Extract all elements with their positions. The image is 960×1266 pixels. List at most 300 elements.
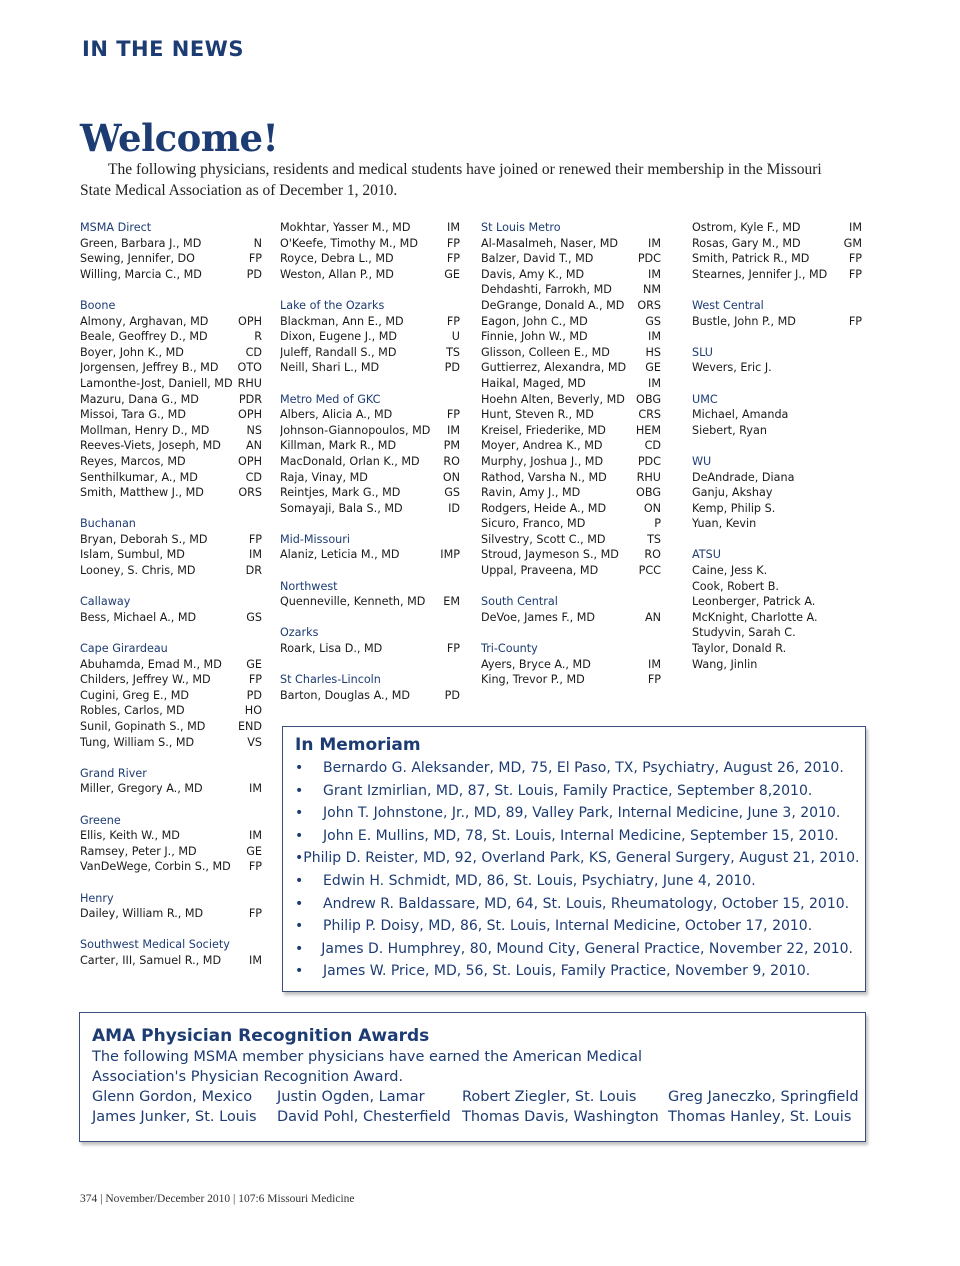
member-specialty: PDR	[238, 392, 262, 406]
memoriam-text: Edwin H. Schmidt, MD, 86, St. Louis, Psychiatry, June 4, 2010.	[323, 872, 756, 889]
member-specialty	[858, 641, 862, 657]
chapter-group	[80, 891, 262, 922]
chapter-heading: Tri-County	[481, 642, 538, 656]
member-name: Islam, Sumbul, MD	[80, 548, 185, 562]
member-row	[692, 251, 862, 267]
member-specialty: FP	[248, 673, 262, 687]
chapter-group	[80, 937, 262, 968]
member-specialty: IM	[447, 423, 460, 437]
member-specialty	[858, 501, 862, 517]
member-name: Silvestry, Scott C., MD	[481, 532, 606, 546]
member-name: Kemp, Philip S.	[692, 501, 776, 515]
member-specialty	[858, 563, 862, 579]
member-name: Bryan, Deborah S., MD	[80, 532, 208, 546]
member-row	[280, 641, 460, 657]
member-row	[692, 470, 862, 486]
member-specialty: FP	[446, 642, 460, 656]
footer-separator: |	[233, 1193, 236, 1205]
in-memoriam-title: In Memoriam	[295, 735, 421, 755]
member-specialty: PDC	[637, 252, 661, 266]
member-specialty: FP	[446, 236, 460, 250]
member-row	[692, 407, 862, 423]
member-row	[481, 282, 661, 298]
member-specialty	[858, 516, 862, 532]
member-row	[80, 719, 262, 735]
member-specialty: U	[451, 330, 460, 344]
ama-awards-list	[92, 1087, 859, 1127]
member-name: Almony, Arghavan, MD	[80, 314, 209, 328]
member-specialty: N	[253, 236, 262, 250]
member-name: Albers, Alicia A., MD	[280, 408, 393, 422]
member-name: Hoehn Alten, Beverly, MD	[481, 392, 625, 406]
member-row	[80, 376, 262, 392]
member-row	[80, 781, 262, 797]
member-specialty: IM	[249, 548, 262, 562]
member-row	[481, 407, 661, 423]
member-specialty	[858, 610, 862, 626]
member-row	[481, 298, 661, 314]
journal-name: 107:6 Missouri Medicine	[238, 1193, 355, 1205]
member-column-1	[80, 220, 262, 984]
chapter-group	[481, 594, 661, 625]
member-row	[80, 360, 262, 376]
chapter-heading: Metro Med of GKC	[280, 392, 381, 406]
member-row	[481, 345, 661, 361]
member-row	[80, 859, 262, 875]
member-name: Kreisel, Friederike, MD	[481, 423, 606, 437]
member-name: Al-Masalmeh, Naser, MD	[481, 236, 618, 250]
member-row	[481, 251, 661, 267]
memoriam-text: John E. Mullins, MD, 78, St. Louis, Internal Medicine, September 15, 2010.	[323, 827, 839, 844]
chapter-heading: Buchanan	[80, 517, 136, 531]
member-name: Willing, Marcia C., MD	[80, 267, 202, 281]
member-specialty: RO	[443, 454, 460, 468]
memoriam-text: Andrew R. Baldassare, MD, 64, St. Louis, Rheumatology, October 15, 2010.	[323, 895, 850, 912]
member-specialty: ON	[643, 501, 661, 515]
memoriam-text: Philip P. Doisy, MD, 86, St. Louis, Internal Medicine, October 17, 2010.	[323, 918, 813, 935]
member-specialty: AN	[245, 439, 262, 453]
member-specialty: IM	[648, 376, 661, 390]
ama-awards-box	[79, 1012, 866, 1142]
chapter-group	[280, 532, 460, 563]
member-row	[280, 220, 460, 236]
member-name: Dailey, William R., MD	[80, 907, 204, 921]
member-specialty: IM	[249, 782, 262, 796]
chapter-group	[80, 641, 262, 750]
memoriam-item	[295, 960, 853, 983]
member-specialty: PCC	[638, 564, 661, 578]
member-row	[481, 376, 661, 392]
bullet-icon: •	[295, 760, 304, 776]
member-name: Blackman, Ann E., MD	[280, 314, 404, 328]
member-name: Rathod, Varsha N., MD	[481, 470, 607, 484]
member-name: Jorgensen, Jeffrey B., MD	[80, 361, 219, 375]
memoriam-item	[295, 893, 853, 916]
member-name: DeGrange, Donald A., MD	[481, 298, 625, 312]
member-specialty: GS	[444, 486, 460, 500]
member-row	[481, 314, 661, 330]
member-name: Stroud, Jaymeson S., MD	[481, 548, 619, 562]
member-row	[692, 625, 862, 641]
chapter-group	[280, 392, 460, 517]
member-name: DeAndrade, Diana	[692, 470, 795, 484]
member-name: Beale, Geoffrey D., MD	[80, 330, 208, 344]
member-name: Boyer, John K., MD	[80, 345, 184, 359]
ama-award-recipient: Robert Ziegler, St. Louis	[462, 1089, 637, 1105]
member-row	[80, 314, 262, 330]
member-specialty: FP	[248, 907, 262, 921]
member-name: Ellis, Keith W., MD	[80, 829, 180, 843]
bullet-icon: •	[295, 805, 304, 822]
member-name: Somayaji, Bala S., MD	[280, 501, 403, 515]
member-name: Roark, Lisa D., MD	[280, 642, 383, 656]
member-name: Eagon, John C., MD	[481, 314, 588, 328]
member-name: Murphy, Joshua J., MD	[481, 454, 604, 468]
member-specialty	[858, 423, 862, 439]
member-specialty	[858, 594, 862, 610]
member-column-3	[481, 220, 661, 703]
ama-award-recipient: Justin Ogden, Lamar	[277, 1089, 425, 1105]
chapter-heading: Northwest	[280, 579, 338, 593]
member-specialty: IM	[648, 267, 661, 281]
member-specialty	[858, 485, 862, 501]
chapter-group	[80, 766, 262, 797]
member-name: King, Trevor P., MD	[481, 673, 585, 687]
member-name: Rosas, Gary M., MD	[692, 236, 801, 250]
member-name: VanDeWege, Corbin S., MD	[80, 860, 231, 874]
memoriam-item	[295, 847, 860, 870]
member-row	[481, 267, 661, 283]
chapter-heading: St Louis Metro	[481, 221, 561, 234]
member-specialty: GE	[645, 361, 661, 375]
member-row	[481, 438, 661, 454]
member-row	[280, 470, 460, 486]
member-specialty: FP	[446, 408, 460, 422]
member-specialty: FP	[446, 314, 460, 328]
member-row	[692, 220, 862, 236]
member-name: O'Keefe, Timothy M., MD	[280, 236, 418, 250]
member-row	[80, 610, 262, 626]
member-row	[80, 423, 262, 439]
member-row	[692, 563, 862, 579]
member-specialty: TS	[647, 532, 661, 546]
member-column-2	[280, 220, 460, 719]
member-name: Alaniz, Leticia M., MD	[280, 548, 400, 562]
chapter-group	[280, 625, 460, 656]
member-row	[481, 610, 661, 626]
chapter-group	[280, 579, 460, 610]
ama-award-recipient: James Junker, St. Louis	[92, 1109, 257, 1125]
member-specialty: OTO	[237, 361, 262, 375]
member-specialty: CRS	[638, 408, 661, 422]
member-name: Bess, Michael A., MD	[80, 610, 197, 624]
member-row	[692, 657, 862, 673]
page-footer	[80, 1193, 355, 1205]
member-row	[80, 392, 262, 408]
member-specialty: NS	[246, 423, 262, 437]
member-row	[280, 438, 460, 454]
member-name: Royce, Debra L., MD	[280, 252, 394, 266]
memoriam-item	[295, 938, 853, 961]
member-row	[692, 594, 862, 610]
memoriam-item	[295, 802, 853, 825]
member-row	[80, 251, 262, 267]
member-name: Reyes, Marcos, MD	[80, 454, 186, 468]
page-title: Welcome!	[80, 116, 279, 160]
member-specialty: HO	[244, 704, 262, 718]
member-name: Johnson-Giannopoulos, MD	[280, 423, 431, 437]
member-row	[481, 657, 661, 673]
chapter-group	[280, 220, 460, 282]
bullet-icon: •	[295, 963, 304, 980]
chapter-heading: South Central	[481, 595, 558, 609]
member-name: Killman, Mark R., MD	[280, 439, 397, 453]
member-specialty: AN	[644, 610, 661, 624]
member-name: Miller, Gregory A., MD	[80, 782, 203, 796]
member-name: Davis, Amy K., MD	[481, 267, 585, 281]
member-specialty: FP	[248, 860, 262, 874]
member-name: Wevers, Eric J.	[692, 361, 772, 375]
chapter-heading: Grand River	[80, 766, 147, 780]
chapter-group	[481, 641, 661, 688]
member-specialty: ORS	[238, 486, 262, 500]
member-name: Sicuro, Franco, MD	[481, 517, 586, 531]
memoriam-text: Grant Izmirlian, MD, 87, St. Louis, Family Practice, September 8,2010.	[323, 782, 813, 799]
member-name: Missoi, Tara G., MD	[80, 408, 186, 422]
member-row	[692, 485, 862, 501]
chapter-group	[80, 516, 262, 578]
member-specialty: IM	[249, 953, 262, 967]
member-specialty: FP	[647, 673, 661, 687]
member-row	[80, 329, 262, 345]
ama-award-recipient: Glenn Gordon, Mexico	[92, 1089, 253, 1105]
member-name: Sunil, Gopinath S., MD	[80, 720, 206, 733]
member-name: Caine, Jess K.	[692, 564, 768, 578]
member-specialty: OBG	[636, 392, 661, 406]
chapter-group	[481, 220, 661, 579]
member-row	[80, 688, 262, 704]
member-name: Yuan, Kevin	[692, 517, 757, 531]
bullet-icon: •	[295, 940, 304, 957]
member-row	[80, 438, 262, 454]
member-name: Balzer, David T., MD	[481, 252, 594, 266]
bullet-icon: •	[295, 827, 304, 844]
chapter-heading: Mid-Missouri	[280, 532, 350, 546]
member-row	[80, 657, 262, 673]
member-specialty: IM	[648, 330, 661, 344]
member-row	[80, 953, 262, 969]
member-name: Robles, Carlos, MD	[80, 704, 185, 718]
member-name: Neill, Shari L., MD	[280, 361, 380, 375]
chapter-group	[80, 594, 262, 625]
member-row	[280, 501, 460, 517]
member-specialty: RHU	[237, 376, 262, 390]
member-name: Quenneville, Kenneth, MD	[280, 595, 426, 609]
member-row	[280, 345, 460, 361]
member-row	[280, 360, 460, 376]
member-name: Reintjes, Mark G., MD	[280, 486, 401, 500]
member-row	[692, 314, 862, 330]
member-row	[80, 735, 262, 751]
member-row	[280, 688, 460, 704]
member-specialty: CD	[245, 470, 262, 484]
member-name: Cugini, Greg E., MD	[80, 688, 189, 702]
ama-award-recipient: Thomas Davis, Washington	[462, 1109, 659, 1125]
member-name: MacDonald, Orlan K., MD	[280, 454, 420, 468]
member-row	[280, 547, 460, 563]
member-row	[692, 641, 862, 657]
memoriam-item	[295, 825, 853, 848]
member-row	[80, 672, 262, 688]
member-name: Childers, Jeffrey W., MD	[80, 673, 211, 687]
member-specialty: CD	[245, 345, 262, 359]
memoriam-text: James D. Humphrey, 80, Mound City, General Practice, November 22, 2010.	[321, 940, 853, 957]
member-name: Taylor, Donald R.	[692, 642, 787, 656]
chapter-heading: Southwest Medical Society	[80, 938, 230, 952]
member-name: McKnight, Charlotte A.	[692, 610, 818, 624]
member-specialty	[858, 407, 862, 423]
chapter-heading: St Charles-Lincoln	[280, 673, 381, 687]
member-specialty: FP	[848, 267, 862, 281]
member-name: Weston, Allan P., MD	[280, 267, 394, 281]
member-name: Guttierrez, Alexandra, MD	[481, 361, 627, 375]
member-row	[80, 844, 262, 860]
member-row	[692, 516, 862, 532]
member-name: Carter, III, Samuel R., MD	[80, 953, 222, 967]
member-specialty	[858, 470, 862, 486]
member-name: Juleff, Randall S., MD	[280, 345, 397, 359]
memoriam-item	[295, 870, 853, 893]
member-specialty	[858, 579, 862, 595]
member-specialty: OPH	[238, 454, 262, 468]
member-specialty: VS	[247, 735, 262, 749]
member-row	[481, 392, 661, 408]
member-specialty: PD	[444, 688, 460, 702]
member-row	[692, 267, 862, 283]
in-memoriam-box	[282, 726, 866, 992]
member-row	[280, 329, 460, 345]
member-specialty: EM	[443, 595, 460, 609]
ama-awards-column	[462, 1087, 668, 1127]
issue-date: November/December 2010	[105, 1193, 231, 1205]
member-specialty: HEM	[635, 423, 661, 437]
footer-separator: |	[100, 1193, 103, 1205]
memoriam-text: Bernardo G. Aleksander, MD, 75, El Paso, TX, Psychiatry, August 26, 2010.	[323, 760, 844, 776]
member-specialty: FP	[446, 252, 460, 266]
member-name: Ramsey, Peter J., MD	[80, 844, 197, 858]
member-specialty: END	[237, 720, 262, 733]
member-specialty: OPH	[238, 314, 262, 328]
member-specialty: GS	[645, 314, 661, 328]
member-row	[481, 329, 661, 345]
member-specialty	[858, 625, 862, 641]
member-name: Ostrom, Kyle F., MD	[692, 221, 801, 234]
member-name: Bustle, John P., MD	[692, 314, 796, 328]
member-specialty: IMP	[440, 548, 460, 562]
member-row	[481, 547, 661, 563]
member-name: Reeves-Viets, Joseph, MD	[80, 439, 221, 453]
member-name: Dehdashti, Farrokh, MD	[481, 283, 612, 297]
member-row	[80, 454, 262, 470]
member-name: Mazuru, Dana G., MD	[80, 392, 199, 406]
member-name: Sewing, Jennifer, DO	[80, 252, 195, 266]
memoriam-item	[295, 757, 853, 780]
member-specialty: TS	[446, 345, 460, 359]
member-row	[280, 236, 460, 252]
member-row	[692, 579, 862, 595]
member-row	[80, 563, 262, 579]
intro-paragraph: The following physicians, residents and medical students have joined or renewed their membership in the Missouri State Medical Association as of December 1, 2010.	[80, 161, 822, 199]
member-name: Green, Barbara J., MD	[80, 236, 202, 250]
chapter-heading: Boone	[80, 298, 116, 312]
ama-awards-title: AMA Physician Recognition Awards	[92, 1026, 430, 1046]
member-row	[80, 407, 262, 423]
member-specialty: PD	[246, 688, 262, 702]
member-specialty: PDC	[637, 454, 661, 468]
member-row	[80, 470, 262, 486]
bullet-icon: •	[295, 872, 304, 889]
member-name: Looney, S. Chris, MD	[80, 564, 196, 578]
member-row	[481, 423, 661, 439]
member-specialty: PM	[443, 439, 460, 453]
member-specialty: FP	[848, 252, 862, 266]
member-row	[280, 314, 460, 330]
memoriam-text: John T. Johnstone, Jr., MD, 89, Valley Park, Internal Medicine, June 3, 2010.	[323, 805, 841, 822]
member-row	[80, 547, 262, 563]
chapter-heading: UMC	[692, 392, 718, 406]
member-name: DeVoe, James F., MD	[481, 610, 596, 624]
member-specialty: HS	[645, 345, 661, 359]
chapter-group	[280, 672, 460, 703]
member-row	[481, 470, 661, 486]
memoriam-text: James W. Price, MD, 56, St. Louis, Family Practice, November 9, 2010.	[323, 963, 811, 980]
member-row	[481, 672, 661, 688]
member-row	[481, 360, 661, 376]
member-name: Barton, Douglas A., MD	[280, 688, 410, 702]
chapter-group	[80, 298, 262, 501]
member-specialty: IM	[447, 221, 460, 234]
chapter-heading: Ozarks	[280, 626, 319, 640]
member-name: Finnie, John W., MD	[481, 330, 588, 344]
member-row	[481, 236, 661, 252]
member-name: Ravin, Amy J., MD	[481, 486, 581, 500]
member-specialty: NM	[642, 283, 661, 297]
ama-awards-column	[277, 1087, 462, 1127]
member-name: Moyer, Andrea K., MD	[481, 439, 603, 453]
member-row	[80, 267, 262, 283]
member-name: Smith, Matthew J., MD	[80, 486, 204, 500]
member-row	[692, 501, 862, 517]
member-row	[280, 267, 460, 283]
member-name: Ganju, Akshay	[692, 486, 773, 500]
member-specialty: OPH	[238, 408, 262, 422]
member-row	[692, 236, 862, 252]
member-specialty: FP	[248, 532, 262, 546]
in-memoriam-list	[295, 757, 860, 983]
member-name: Wang, Jinlin	[692, 657, 758, 671]
member-name: Leonberger, Patrick A.	[692, 595, 816, 609]
member-name: Studyvin, Sarah C.	[692, 626, 796, 640]
member-specialty: PD	[246, 267, 262, 281]
chapter-heading: WU	[692, 454, 712, 468]
member-specialty: RHU	[636, 470, 661, 484]
member-row	[481, 454, 661, 470]
member-specialty: CD	[644, 439, 661, 453]
member-specialty: ID	[448, 501, 460, 515]
chapter-group	[692, 392, 862, 439]
member-row	[692, 360, 862, 376]
bullet-icon: •	[295, 850, 304, 867]
